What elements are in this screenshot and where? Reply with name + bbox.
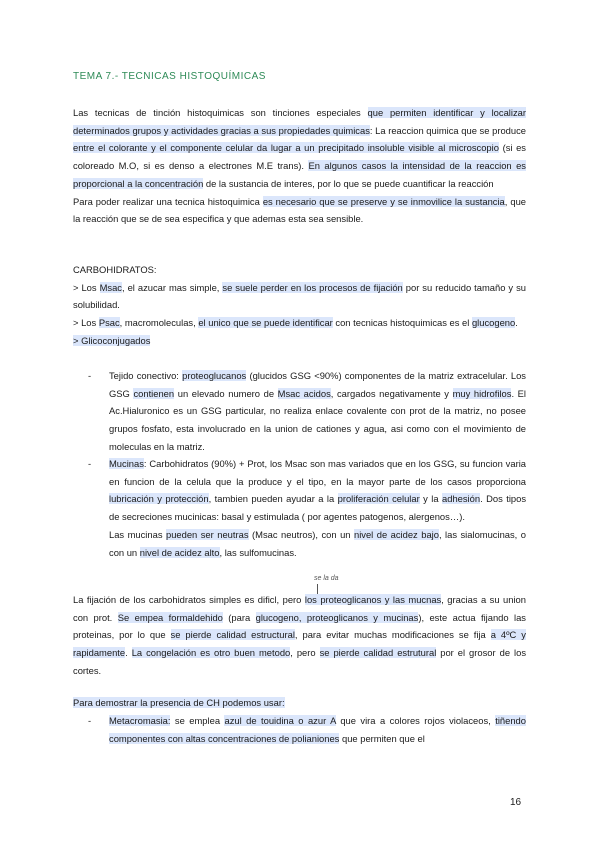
highlighted-text: Psac [98,317,120,329]
page-title: TEMA 7.- TECNICAS HISTOQUÍMICAS [73,71,266,82]
text-run: (si es coloreado M.O, si es denso a electrones M.E trans). [73,142,526,172]
highlighted-text: nivel de acidez bajo [353,528,439,540]
text-run: , cargados negativamente y [330,387,453,399]
text-run: un elevado numero de [174,387,278,399]
text-run: que vira a colores rojos violaceos, [335,715,496,726]
text-run: con tecnicas histoquimicas es el [332,317,472,329]
highlighted-text: La congelación es otro buen metodo [131,647,291,659]
highlighted-text: lubricación y protección [109,493,209,505]
text-run: , macromoleculas, [119,317,199,329]
highlighted-text: el unico que se puede identificar [198,317,333,329]
text-run: , para evitar muchas modificaciones se fija [294,629,491,641]
highlighted-text: muy hidrofilos [452,387,512,399]
highlighted-text: pueden ser neutras [165,528,249,540]
text-run: (glucidos GSG <90%) componentes de la matriz extracelular. Los GSG [109,370,526,399]
bullet-dash: - [88,715,92,726]
highlighted-text: Msac acidos [277,387,331,399]
text-run: , las sulfomucinas. [219,546,297,558]
bullet-text [109,455,526,561]
section-heading: CARBOHIDRATOS: [73,264,157,275]
text-run: : Carbohidratos (90%) + Prot, los Msac son mas variados que en los GSG, su funcion varia en funcion de la celula que la produce y el tipo, en la mayor parte de los casos proporciona [109,458,526,487]
highlighted-text: azul de touidina o azur A [224,715,336,726]
text-run: por el grosor de los cortes. [73,647,527,676]
text-run: Para poder realizar una tecnica histoquimica [73,195,263,207]
highlighted-text: proteoglucanos [182,370,247,381]
text-run: Las mucinas [109,528,166,540]
text-run: (Msac neutros), con un [248,528,354,540]
list-item [88,712,526,747]
highlighted-text: se pierde calidad estrutural [319,647,437,659]
carbohidratos-section [73,261,526,350]
fijacion-paragraph [73,591,526,680]
highlighted-text: los proteoglicanos y las mucnas [304,594,442,605]
highlighted-text: a 4ºC y rapidamente [73,629,526,659]
highlighted-text: que permiten identificar y localizar determinados grupos y actividades gracias a sus propiedades quimicas [73,107,526,136]
highlighted-text: es necesario que se preserve y se inmovilice la sustancia [262,195,505,207]
highlighted-text: > Glicoconjugados [73,334,151,346]
highlighted-text: nivel de acidez alto [139,546,220,558]
text-run: Tejido conectivo: [109,370,183,381]
text-run: y la [419,493,443,505]
text-run: Las tecnicas de tinción histoquimicas son tinciones especiales [73,107,368,118]
text-run: de la sustancia de interes, por lo que se puede cuantificar la reacción [203,177,494,189]
highlighted-text: proliferación celular [337,493,420,505]
highlighted-text: entre el colorante y el componente celular da lugar a un precipitado insoluble visible al microscopio [73,142,499,154]
demostrar-heading-block [73,694,526,712]
text-run: . El Ac.Hialuronico es un GSG particular, no realiza enlace covalente con prot de la matriz, no posee grupos fosfato, esta involucrado en la union de cationes y agua, asi como con el movimiento de moleculas en la matriz. [109,387,526,452]
text-run: . [515,317,518,329]
text-run: . Dos tipos de secreciones mucinicas: basal y estimulada ( por agentes patogenos, alergenos…). [109,493,527,523]
highlighted-text: Mucinas [109,458,144,469]
list-item [88,367,526,456]
text-run: . [125,647,132,659]
text-run: por su reducido tamaño y su solubilidad. [73,281,526,311]
bullet-dash: - [88,458,92,469]
text-run: > Los [73,317,99,329]
highlighted-text: En algunos casos la intensidad de la reaccion es proporcional a la concentración [73,160,526,189]
highlighted-text: glucogeno [471,317,516,329]
bullet-dash: - [88,370,92,381]
highlighted-text: Para demostrar la presencia de CH podemos usar: [73,697,285,708]
highlighted-text: se suele perder en los procesos de fijación [222,281,403,293]
text-run: , el azucar mas simple, [121,281,223,293]
page-number: 16 [510,797,522,808]
text-run: , gracias a su union con prot. [73,594,526,623]
text-run: ), este actua fijando las proteinas, por lo que [73,611,526,641]
highlighted-text: Metacromasia: [109,715,171,726]
list-item [88,455,526,561]
highlighted-text: contienen [133,387,175,399]
text-run: , pero [290,647,320,659]
highlighted-text: Se empea formaldehido [117,611,223,623]
bullet-text [109,367,526,456]
intro-paragraph [73,104,526,228]
text-run: : La reaccion quimica que se produce [369,124,526,136]
text-run: La fijación de los carbohidratos simples es dificl, pero [73,594,305,605]
highlighted-text: glucogeno, proteoglicanos y mucinas [255,611,419,623]
highlighted-text: se pierde calidad estructural [170,629,295,641]
text-run: que permiten que el [339,732,425,744]
handwritten-note: se la da [314,575,339,582]
text-run: > Los [73,281,100,293]
text-run: , las sialomucinas, o con un [109,528,526,558]
bullet-text [109,712,526,747]
text-run: se emplea [170,715,225,726]
text-run: , que la reacción que se de sea especifica y que ademas esta sea sensible. [73,195,526,225]
text-run: , tambien pueden ayudar a la [208,493,338,505]
highlighted-text: tiñendo componentes con altas concentraciones de polianiones [109,715,526,744]
text-run: (para [222,611,256,623]
highlighted-text: adhesión [442,493,481,505]
highlighted-text: Msac [99,281,122,293]
